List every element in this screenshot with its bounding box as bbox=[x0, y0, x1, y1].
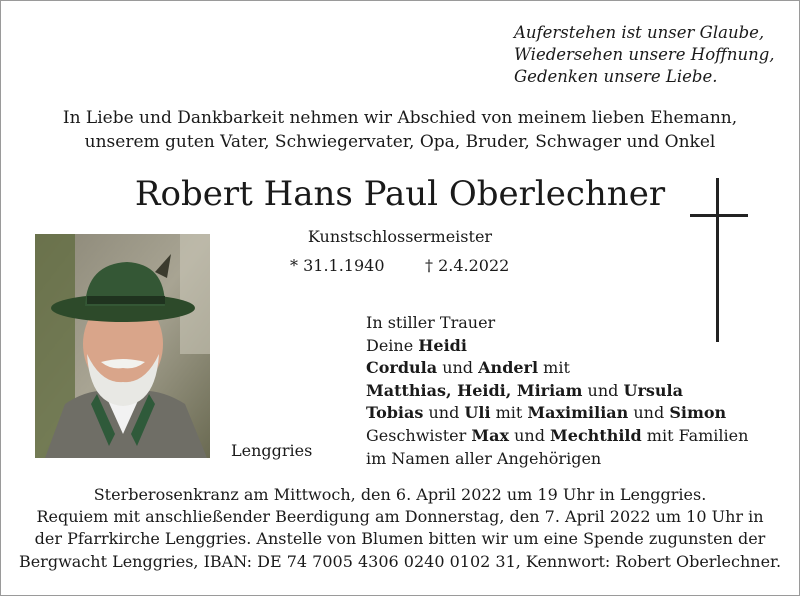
death-date: † 2.4.2022 bbox=[425, 256, 510, 275]
mourners-line: Geschwister Max und Mechthild mit Familien bbox=[366, 425, 749, 445]
funeral-notice bbox=[0, 484, 800, 573]
portrait-photo bbox=[35, 234, 210, 458]
notice-line: Requiem mit anschließender Beerdigung am Donnerstag, den 7. April 2022 um 10 Uhr in bbox=[36, 507, 764, 527]
motto-line: Auferstehen ist unser Glaube, bbox=[514, 23, 765, 42]
mourners-line: im Namen aller Angehörigen bbox=[366, 448, 602, 468]
mourners-line: Matthias, Heidi, Miriam und Ursula bbox=[366, 380, 683, 400]
mourners-line: Deine Heidi bbox=[366, 335, 467, 355]
intro-line: unserem guten Vater, Schwiegervater, Opa, Bruder, Schwager und Onkel bbox=[84, 132, 716, 152]
notice-line: Sterberosenkranz am Mittwoch, den 6. April 2022 um 19 Uhr in Lenggries. bbox=[93, 485, 707, 504]
birth-date: * 31.1.1940 bbox=[290, 256, 385, 275]
profession: Kunstschlossermeister bbox=[307, 227, 493, 246]
notice-line: der Pfarrkirche Lenggries. Anstelle von Blumen bitten wir um eine Spende zugunsten der bbox=[34, 529, 766, 549]
mourners-line: Tobias und Uli mit Maximilian und Simon bbox=[366, 403, 727, 423]
motto-line: Gedenken unsere Liebe. bbox=[514, 67, 718, 86]
intro-line: In Liebe und Dankbarkeit nehmen wir Abschied von meinem lieben Ehemann, bbox=[62, 108, 738, 128]
deceased-name: Robert Hans Paul Oberlechner bbox=[134, 174, 666, 214]
mourners-line: In stiller Trauer bbox=[366, 313, 496, 332]
motto-line: Wiedersehen unsere Hoffnung, bbox=[514, 45, 775, 64]
notice-line: Bergwacht Lenggries, IBAN: DE 74 7005 4306 0240 0102 31, Kennwort: Robert Oberlechner. bbox=[18, 551, 782, 571]
mourners-list bbox=[366, 312, 748, 470]
intro-text bbox=[0, 106, 800, 154]
mourners-line: Cordula und Anderl mit bbox=[366, 358, 570, 378]
motto-verse bbox=[514, 22, 794, 88]
place-of-residence: Lenggries bbox=[231, 441, 313, 460]
